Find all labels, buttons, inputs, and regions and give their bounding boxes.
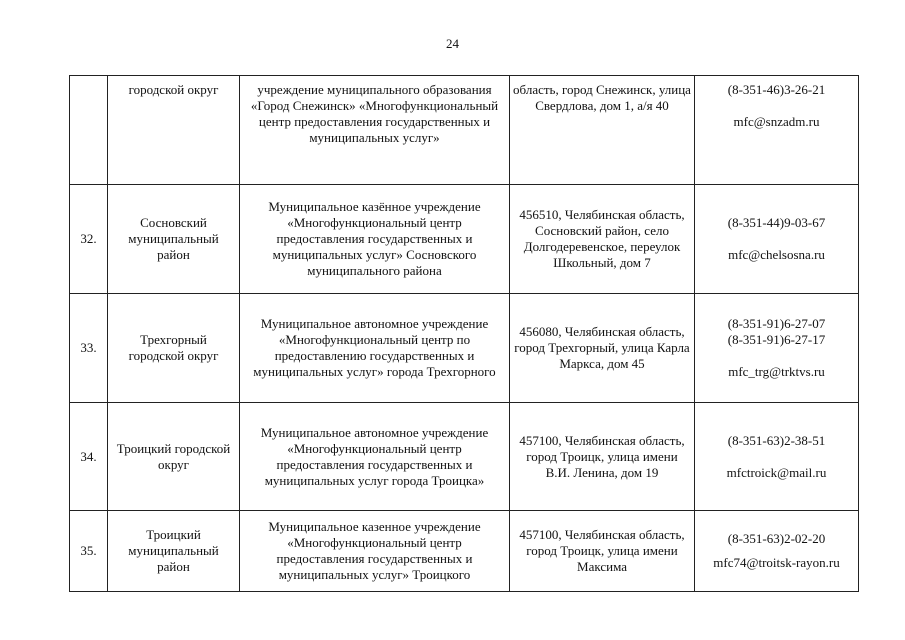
phone: (8-351-63)2-02-20	[727, 531, 826, 546]
mfc-table	[69, 75, 859, 592]
district-name: Троицкий городской округ	[108, 403, 240, 511]
table-row	[70, 511, 859, 592]
address: 456080, Челябинская область, город Трехгорный, улица Карла Маркса, дом 45	[510, 294, 695, 403]
table-row	[70, 76, 859, 185]
contacts	[695, 403, 859, 511]
address: 456510, Челябинская область, Сосновский район, село Долгодеревенское, переулок Школьный, дом 7	[510, 185, 695, 294]
address: 457100, Челябинская область, город Троицк, улица имени Максима	[510, 511, 695, 592]
district-name: городской округ	[108, 76, 240, 185]
phone: (8-351-63)2-38-51	[727, 432, 826, 448]
organization-name: Муниципальное автономное учреждение «Многофункциональный центр предоставления государственных и муниципальных услуг города Троицка»	[240, 403, 510, 511]
contacts	[695, 294, 859, 403]
phone: (8-351-91)6-27-07	[727, 316, 826, 331]
row-number	[70, 76, 108, 185]
contacts	[695, 511, 859, 592]
email: mfc@chelsosna.ru	[728, 247, 825, 262]
organization-name: Муниципальное казенное учреждение «Многофункциональный центр предоставления государственных и муниципальных услуг» Троицкого	[240, 511, 510, 592]
email: mfc_trg@trktvs.ru	[728, 364, 825, 379]
district-name: Трехгорный городской округ	[108, 294, 240, 403]
organization-name: Муниципальное казённое учреждение «Многофункциональный центр предоставления государственных и муниципальных услуг» Сосновского муниципального района	[240, 185, 510, 294]
phone: (8-351-44)9-03-67	[727, 215, 826, 230]
table-row	[70, 403, 859, 511]
email: mfc74@troitsk-rayon.ru	[713, 555, 840, 570]
row-number: 32.	[70, 185, 108, 294]
row-number: 33.	[70, 294, 108, 403]
email: mfc@snzadm.ru	[733, 114, 820, 129]
district-name: Троицкий муниципальный район	[108, 511, 240, 592]
organization-name: учреждение муниципального образования «Город Снежинск» «Многофункциональный центр предоставления государственных и муниципальных услуг»	[240, 76, 510, 185]
contacts	[695, 185, 859, 294]
row-number: 35.	[70, 511, 108, 592]
address: 457100, Челябинская область, город Троицк, улица имени В.И. Ленина, дом 19	[510, 403, 695, 511]
row-number: 34.	[70, 403, 108, 511]
email: mfctroick@mail.ru	[726, 464, 827, 480]
phone: (8-351-46)3-26-21	[727, 82, 826, 97]
contacts	[695, 76, 859, 185]
address: область, город Снежинск, улица Свердлова, дом 1, а/я 40	[510, 76, 695, 185]
table-row	[70, 185, 859, 294]
district-name: Сосновский муниципальный район	[108, 185, 240, 294]
phone: (8-351-91)6-27-17	[727, 332, 826, 347]
organization-name: Муниципальное автономное учреждение «Многофункциональный центр по предоставлению государственных и муниципальных услуг» города Трехгорного	[240, 294, 510, 403]
page-number: 24	[446, 36, 459, 51]
table-row	[70, 294, 859, 403]
